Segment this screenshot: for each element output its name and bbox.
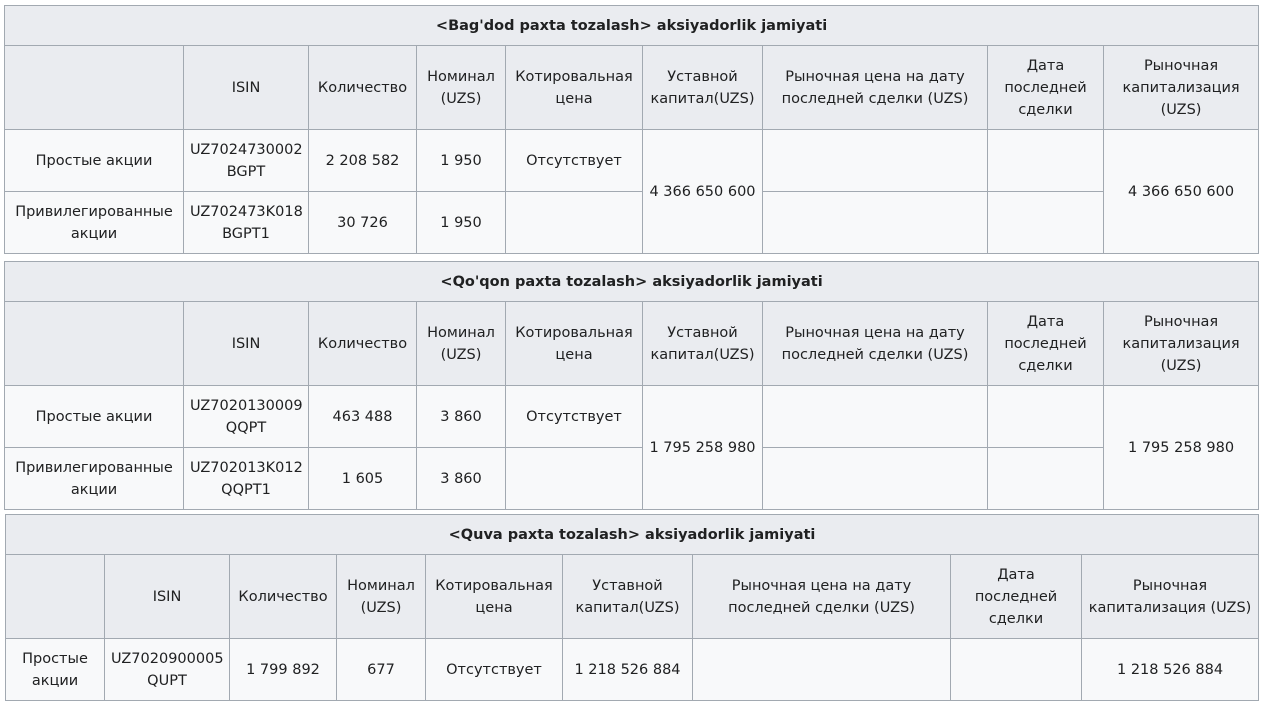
- header-market-price: Рыночная цена на дату последней сделки (UZS): [693, 555, 951, 639]
- header-empty: [5, 302, 184, 386]
- charter-capital-cell: 1 795 258 980: [643, 386, 763, 510]
- table-row: [5, 448, 1259, 510]
- quantity-cell: 30 726: [309, 192, 417, 254]
- header-market-cap: Рыночная капитализация (UZS): [1104, 46, 1259, 130]
- quantity-cell: 1 605: [309, 448, 417, 510]
- table-row: [6, 639, 1259, 701]
- charter-capital-cell: 4 366 650 600: [643, 130, 763, 254]
- share-type: Привилегированные акции: [5, 192, 184, 254]
- charter-capital-cell: 1 218 526 884: [563, 639, 693, 701]
- header-nominal: Номинал (UZS): [337, 555, 426, 639]
- quote-price-cell: [506, 448, 643, 510]
- header-last-trade-date: Дата последней сделки: [988, 302, 1104, 386]
- market-price-cell: [763, 192, 988, 254]
- quantity-cell: 1 799 892: [230, 639, 337, 701]
- market-price-cell: [763, 130, 988, 192]
- header-market-cap: Рыночная капитализация (UZS): [1104, 302, 1259, 386]
- header-nominal: Номинал (UZS): [417, 46, 506, 130]
- header-quote-price: Котировальная цена: [506, 46, 643, 130]
- company-title: <Qo'qon paxta tozalash> aksiyadorlik jamiyati: [5, 262, 1259, 302]
- last-trade-date-cell: [951, 639, 1082, 701]
- last-trade-date-cell: [988, 192, 1104, 254]
- quote-price-cell: Отсутствует: [426, 639, 563, 701]
- header-last-trade-date: Дата последней сделки: [988, 46, 1104, 130]
- table-row: [5, 386, 1259, 448]
- quantity-cell: 2 208 582: [309, 130, 417, 192]
- company-title: <Quva paxta tozalash> aksiyadorlik jamiyati: [6, 515, 1259, 555]
- header-quantity: Количество: [309, 302, 417, 386]
- quantity-cell: 463 488: [309, 386, 417, 448]
- header-quote-price: Котировальная цена: [506, 302, 643, 386]
- header-market-price: Рыночная цена на дату последней сделки (UZS): [763, 46, 988, 130]
- header-isin: ISIN: [184, 302, 309, 386]
- header-quantity: Количество: [309, 46, 417, 130]
- share-type: Привилегированные акции: [5, 448, 184, 510]
- isin-cell: UZ7020130009 QQPT: [184, 386, 309, 448]
- isin-cell: UZ7020900005 QUPT: [105, 639, 230, 701]
- quote-price-cell: Отсутствует: [506, 386, 643, 448]
- table-row: [5, 130, 1259, 192]
- header-market-price: Рыночная цена на дату последней сделки (UZS): [763, 302, 988, 386]
- company-table-qoqon: [4, 261, 1259, 510]
- company-title: <Bag'dod paxta tozalash> aksiyadorlik jamiyati: [5, 6, 1259, 46]
- share-type: Простые акции: [5, 386, 184, 448]
- nominal-cell: 1 950: [417, 130, 506, 192]
- header-quote-price: Котировальная цена: [426, 555, 563, 639]
- last-trade-date-cell: [988, 386, 1104, 448]
- header-nominal: Номинал (UZS): [417, 302, 506, 386]
- nominal-cell: 3 860: [417, 448, 506, 510]
- header-charter-capital: Уставной капитал(UZS): [643, 302, 763, 386]
- last-trade-date-cell: [988, 448, 1104, 510]
- share-type: Простые акции: [6, 639, 105, 701]
- market-price-cell: [763, 448, 988, 510]
- isin-cell: UZ702473K018 BGPT1: [184, 192, 309, 254]
- header-charter-capital: Уставной капитал(UZS): [643, 46, 763, 130]
- nominal-cell: 3 860: [417, 386, 506, 448]
- nominal-cell: 677: [337, 639, 426, 701]
- header-quantity: Количество: [230, 555, 337, 639]
- isin-cell: UZ702013K012 QQPT1: [184, 448, 309, 510]
- header-last-trade-date: Дата последней сделки: [951, 555, 1082, 639]
- quote-price-cell: Отсутствует: [506, 130, 643, 192]
- market-price-cell: [693, 639, 951, 701]
- last-trade-date-cell: [988, 130, 1104, 192]
- market-price-cell: [763, 386, 988, 448]
- quote-price-cell: [506, 192, 643, 254]
- header-isin: ISIN: [105, 555, 230, 639]
- market-cap-cell: 1 218 526 884: [1082, 639, 1259, 701]
- market-cap-cell: 1 795 258 980: [1104, 386, 1259, 510]
- header-isin: ISIN: [184, 46, 309, 130]
- header-empty: [5, 46, 184, 130]
- header-charter-capital: Уставной капитал(UZS): [563, 555, 693, 639]
- header-empty: [6, 555, 105, 639]
- nominal-cell: 1 950: [417, 192, 506, 254]
- header-market-cap: Рыночная капитализация (UZS): [1082, 555, 1259, 639]
- market-cap-cell: 4 366 650 600: [1104, 130, 1259, 254]
- table-row: [5, 192, 1259, 254]
- share-type: Простые акции: [5, 130, 184, 192]
- company-table-quva: [5, 514, 1259, 701]
- company-table-bagdod: [4, 5, 1259, 254]
- isin-cell: UZ7024730002 BGPT: [184, 130, 309, 192]
